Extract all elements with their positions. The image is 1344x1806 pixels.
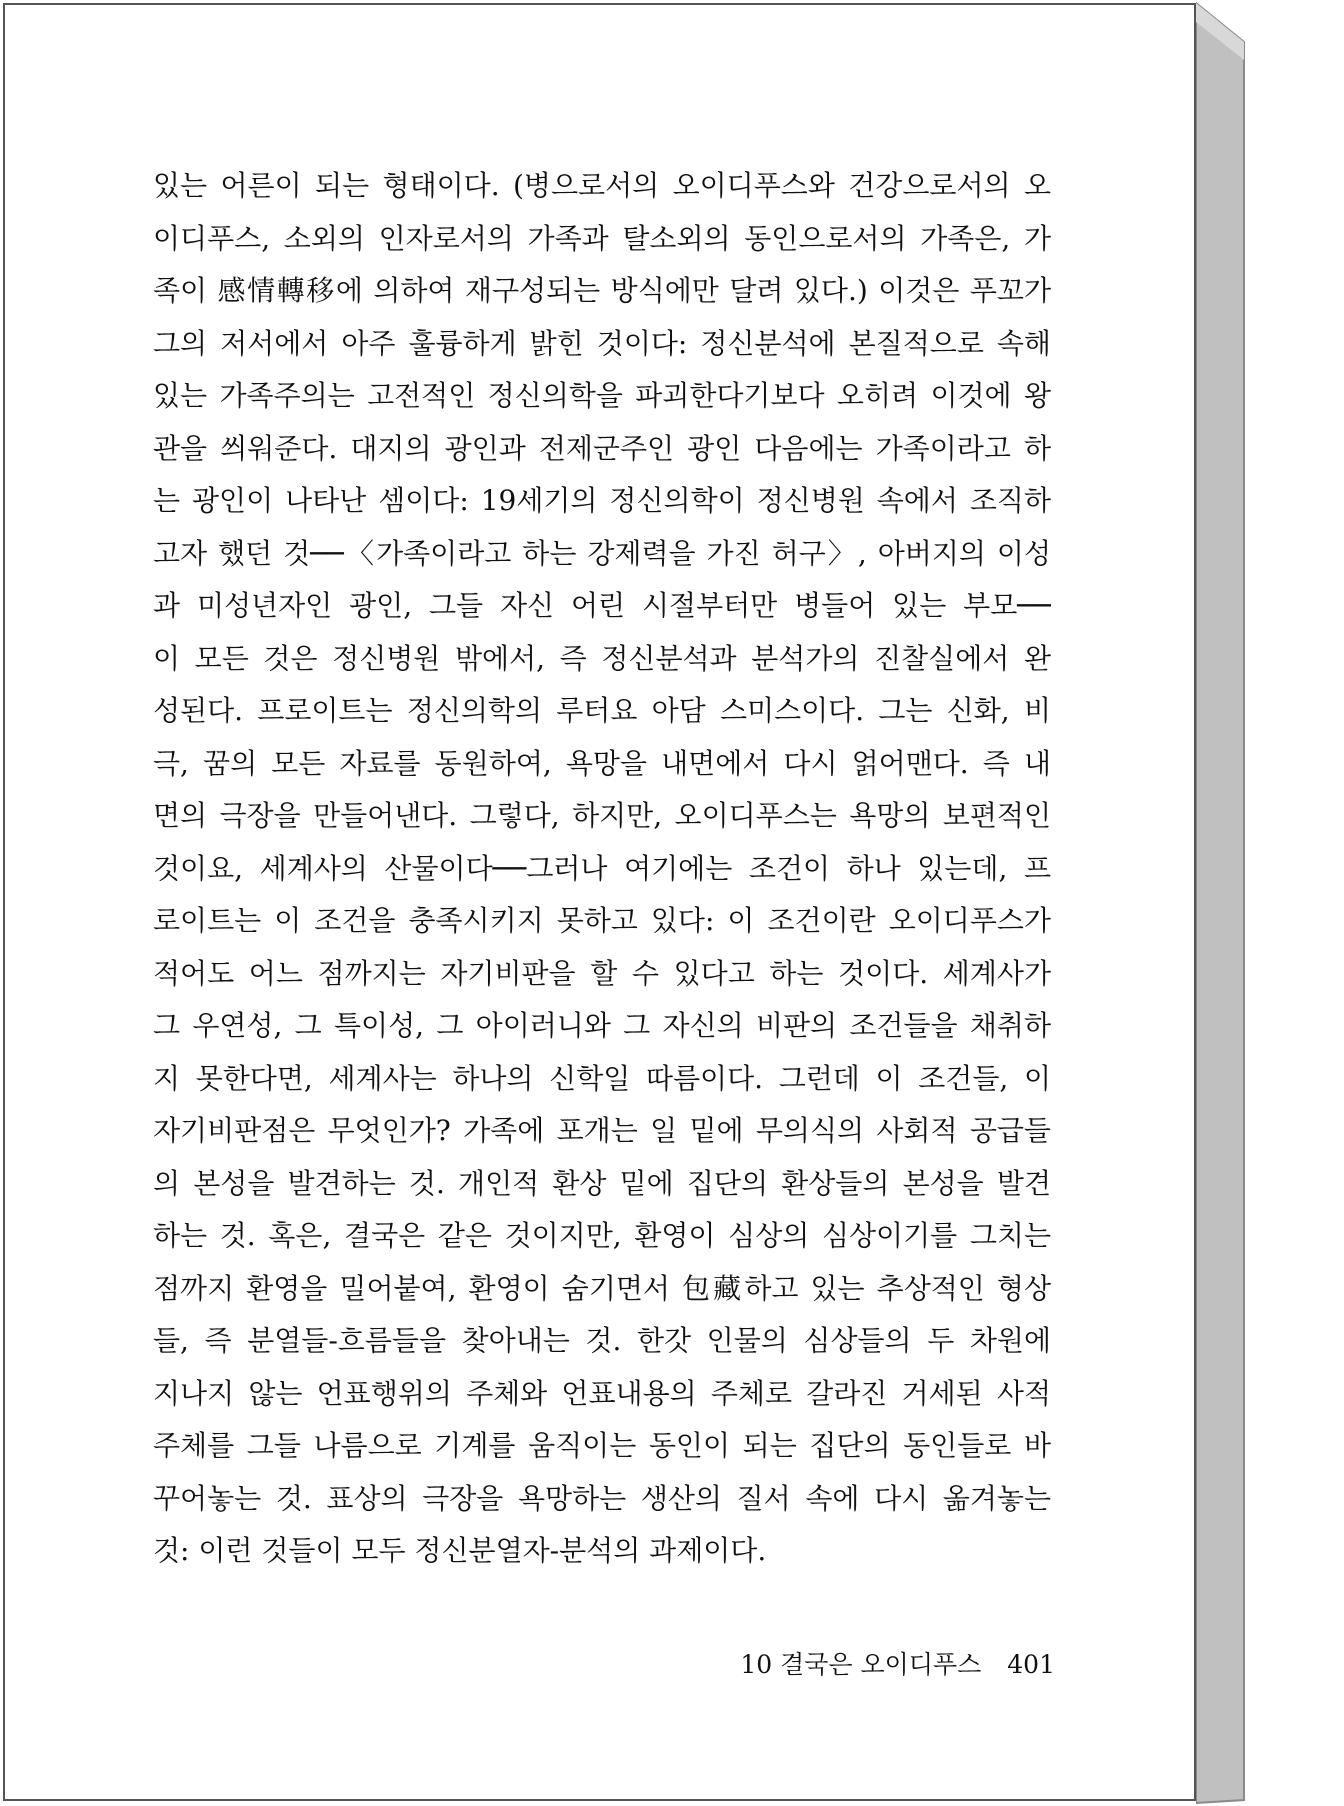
text-line: 주체를 그들 나름으로 기계를 움직이는 동인이 되는 집단의 동인들로 바 <box>153 1429 1051 1462</box>
text-line: 그의 저서에서 아주 훌륭하게 밝힌 것이다: 정신분석에 본질적으로 속해 <box>153 326 1051 360</box>
running-footer <box>625 1645 1055 1681</box>
book-page-edge <box>1196 0 1254 1806</box>
text-line: 는 광인이 나타난 셈이다: 19세기의 정신의학이 정신병원 속에서 조직하 <box>153 484 1051 517</box>
text-line: 족이 感情轉移에 의하여 재구성되는 방식에만 달려 있다.) 이것은 푸꼬가 <box>153 274 1051 307</box>
page-number: 401 <box>1007 1650 1055 1679</box>
text-line: 면의 극장을 만들어낸다. 그렇다, 하지만, 오이디푸스는 욕망의 보편적인 <box>153 799 1051 832</box>
text-line: 과 미성년자인 광인, 그들 자신 어린 시절부터만 병들어 있는 부모── <box>153 589 1051 622</box>
text-line: 있는 가족주의는 고전적인 정신의학을 파괴한다기보다 오히려 이것에 왕 <box>153 379 1051 412</box>
text-line: 지나지 않는 언표행위의 주체와 언표내용의 주체로 갈라진 거세된 사적 <box>153 1376 1051 1410</box>
text-line: 고자 했던 것──〈가족이라고 하는 강제력을 가진 허구〉, 아버지의 이성 <box>153 536 1051 570</box>
text-line: 의 본성을 발견하는 것. 개인적 환상 밑에 집단의 환상들의 본성을 발견 <box>153 1166 1051 1200</box>
text-line: 있는 어른이 되는 형태이다. (병으로서의 오이디푸스와 건강으로서의 오 <box>153 169 1051 202</box>
text-line: 로이트는 이 조건을 충족시키지 못하고 있다: 이 조건이란 오이디푸스가 <box>153 904 1051 937</box>
text-line: 하는 것. 혹은, 결국은 같은 것이지만, 환영이 심상의 심상이기를 그치는 <box>153 1219 1051 1252</box>
text-line: 꾸어놓는 것. 표상의 극장을 욕망하는 생산의 질서 속에 다시 옮겨놓는 <box>153 1481 1051 1515</box>
text-line: 이 모든 것은 정신병원 밖에서, 즉 정신분석과 분석가의 진찰실에서 완 <box>153 641 1051 675</box>
text-line: 들, 즉 분열들-흐름들을 찾아내는 것. 한갓 인물의 심상들의 두 차원에 <box>153 1324 1051 1357</box>
text-line: 것: 이런 것들이 모두 정신분열자-분석의 과제이다. <box>153 1534 767 1567</box>
text-line: 그 우연성, 그 특이성, 그 아이러니와 그 자신의 비판의 조건들을 채취하 <box>153 1009 1051 1042</box>
text-line: 극, 꿈의 모든 자료를 동원하여, 욕망을 내면에서 다시 얽어맨다. 즉 내 <box>153 746 1051 780</box>
book-page <box>3 3 1196 1801</box>
text-line: 관을 씌워준다. 대지의 광인과 전제군주인 광인 다음에는 가족이라고 하 <box>153 431 1051 465</box>
text-line: 지 못한다면, 세계사는 하나의 신학일 따름이다. 그런데 이 조건들, 이 <box>153 1061 1051 1095</box>
text-line: 자기비판점은 무엇인가? 가족에 포개는 일 밑에 무의식의 사회적 공급들 <box>153 1114 1051 1147</box>
text-line: 점까지 환영을 밀어붙여, 환영이 숨기면서 包藏하고 있는 추상적인 형상 <box>153 1271 1051 1305</box>
body-text <box>153 160 1051 1578</box>
text-line: 것이요, 세계사의 산물이다──그러나 여기에는 조건이 하나 있는데, 프 <box>153 851 1051 885</box>
chapter-title: 10 결국은 오이디푸스 <box>740 1650 982 1679</box>
text-line: 적어도 어느 점까지는 자기비판을 할 수 있다고 하는 것이다. 세계사가 <box>153 956 1051 990</box>
text-line: 이디푸스, 소외의 인자로서의 가족과 탈소외의 동인으로서의 가족은, 가 <box>153 221 1051 255</box>
text-line: 성된다. 프로이트는 정신의학의 루터요 아담 스미스이다. 그는 신화, 비 <box>153 694 1051 727</box>
